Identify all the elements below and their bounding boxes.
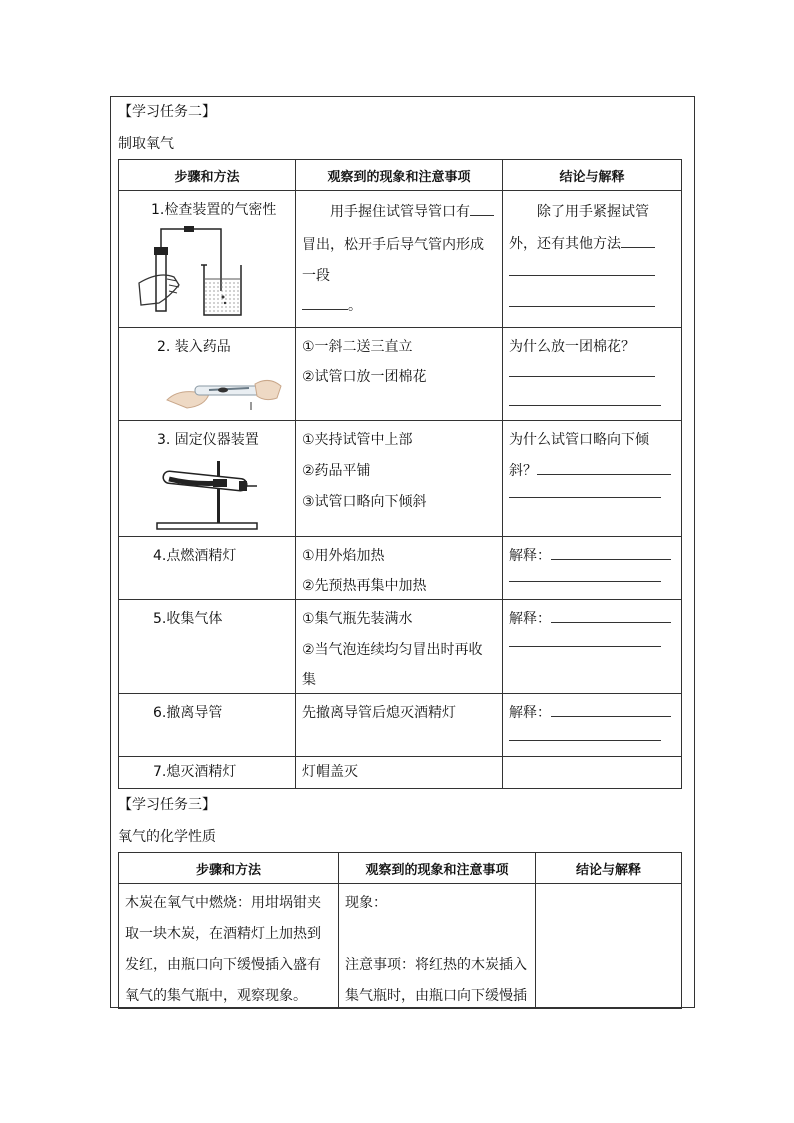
step-label: 6.撤离导管 [153, 705, 223, 721]
conclusion-cell [503, 757, 682, 789]
header-steps: 步骤和方法 [119, 160, 296, 191]
observation-cell [296, 537, 503, 600]
obs-text: 用手握住试管导管口有 [330, 204, 470, 220]
task3-heading: 【学习任务三】 [118, 797, 216, 813]
conclusion-cell [503, 191, 682, 328]
answer-line[interactable] [509, 405, 661, 406]
concl-text: 解释： [509, 548, 551, 564]
concl-text: 解释： [509, 705, 551, 721]
table-row [119, 884, 682, 1009]
answer-line[interactable] [509, 306, 655, 307]
obs-text: ②药品平铺 [302, 463, 371, 479]
header-steps: 步骤和方法 [119, 853, 339, 884]
conclusion-cell [536, 884, 682, 1009]
step-cell [119, 757, 296, 789]
observation-cell [296, 694, 503, 757]
table-row [119, 600, 682, 694]
table-row [119, 694, 682, 757]
method-cell [119, 884, 339, 1009]
concl-text: 外，还有其他方法 [509, 236, 621, 252]
table-row [119, 757, 682, 789]
concl-text: 除了用手紧握试管 [537, 204, 649, 220]
table-row [119, 191, 682, 328]
obs-text [345, 919, 529, 950]
obs-text: ③试管口略向下倾斜 [302, 494, 427, 510]
header-conclusions: 结论与解释 [536, 853, 682, 884]
obs-text: ②当气泡连续均匀冒出时再收 [302, 642, 483, 658]
task3-header-row [119, 853, 682, 884]
step-label: 5.收集气体 [153, 611, 223, 627]
method-text: 发红，由瓶口向下缓慢插入盛有 [125, 957, 321, 973]
conclusion-cell [503, 600, 682, 694]
obs-text: 集气瓶时，由瓶口向下缓慢插 [345, 988, 527, 1004]
conclusion-cell [503, 537, 682, 600]
obs-text: 现象： [345, 895, 387, 911]
concl-text [536, 884, 681, 1008]
step-label: 3. 固定仪器装置 [157, 432, 259, 448]
observation-cell [296, 421, 503, 537]
obs-text: 一段 [302, 268, 330, 284]
answer-line[interactable] [509, 740, 661, 741]
obs-text: 先撤离导管后熄灭酒精灯 [302, 705, 456, 721]
fixed-apparatus-illustration [153, 455, 263, 533]
answer-blank[interactable] [537, 460, 671, 475]
obs-text: ①用外焰加热 [302, 548, 385, 564]
obs-text: 冒出，松开手后导气管内形成 [302, 237, 484, 253]
obs-text: ①夹持试管中上部 [302, 432, 413, 448]
concl-text: 为什么试管口略向下倾 [509, 432, 649, 448]
conclusion-cell [503, 421, 682, 537]
concl-text: 为什么放一团棉花？ [509, 339, 635, 355]
table-row [119, 328, 682, 421]
method-text: 取一块木炭，在酒精灯上加热到 [125, 926, 321, 942]
obs-text: ①集气瓶先装满水 [302, 611, 413, 627]
step-cell [119, 328, 296, 421]
concl-text: 斜？ [509, 463, 537, 479]
task2-heading: 【学习任务二】 [118, 104, 216, 120]
answer-line[interactable] [509, 646, 661, 647]
table-row [119, 537, 682, 600]
step-cell [119, 421, 296, 537]
method-text: 木炭在氧气中燃烧：用坩埚钳夹 [125, 895, 321, 911]
observation-cell [296, 191, 503, 328]
answer-blank[interactable] [470, 201, 494, 216]
step-cell [119, 600, 296, 694]
step-cell [119, 694, 296, 757]
obs-text: 注意事项：将红热的木炭插入 [345, 957, 527, 973]
answer-blank[interactable] [551, 702, 671, 717]
header-observations: 观察到的现象和注意事项 [339, 853, 536, 884]
observation-cell [339, 884, 536, 1009]
airtightness-apparatus-illustration [129, 221, 279, 325]
step-label: 4.点燃酒精灯 [153, 548, 237, 564]
observation-cell [296, 328, 503, 421]
conclusion-cell [503, 328, 682, 421]
method-text: 氧气的集气瓶中，观察现象。 [125, 988, 307, 1004]
task2-header-row [119, 160, 682, 191]
table-row [119, 421, 682, 537]
observation-cell [296, 600, 503, 694]
obs-text: 集 [302, 672, 316, 688]
answer-line[interactable] [509, 581, 661, 582]
observation-cell [296, 757, 503, 789]
step-cell [119, 537, 296, 600]
obs-text: 。 [348, 298, 362, 314]
task2-table [118, 159, 682, 789]
answer-blank[interactable] [551, 608, 671, 623]
step-cell [119, 191, 296, 328]
concl-text: 解释： [509, 611, 551, 627]
task3-subtitle: 氧气的化学性质 [118, 829, 216, 845]
answer-blank[interactable] [551, 545, 671, 560]
answer-blank[interactable] [302, 295, 348, 310]
answer-blank[interactable] [621, 233, 655, 248]
header-conclusions: 结论与解释 [503, 160, 682, 191]
obs-text: ②试管口放一团棉花 [302, 369, 427, 385]
step-label: 1.检查装置的气密性 [151, 202, 277, 218]
answer-line[interactable] [509, 497, 661, 498]
step-label: 2. 装入药品 [157, 339, 231, 355]
obs-text: ②先预热再集中加热 [302, 578, 427, 594]
obs-text: 灯帽盖灭 [302, 764, 358, 780]
conclusion-cell [503, 694, 682, 757]
task3-table [118, 852, 682, 1009]
step-label: 7.熄灭酒精灯 [153, 764, 237, 780]
task2-subtitle: 制取氧气 [118, 136, 174, 152]
header-observations: 观察到的现象和注意事项 [296, 160, 503, 191]
obs-text: ①一斜二送三直立 [302, 339, 413, 355]
loading-reagent-illustration [165, 372, 285, 412]
